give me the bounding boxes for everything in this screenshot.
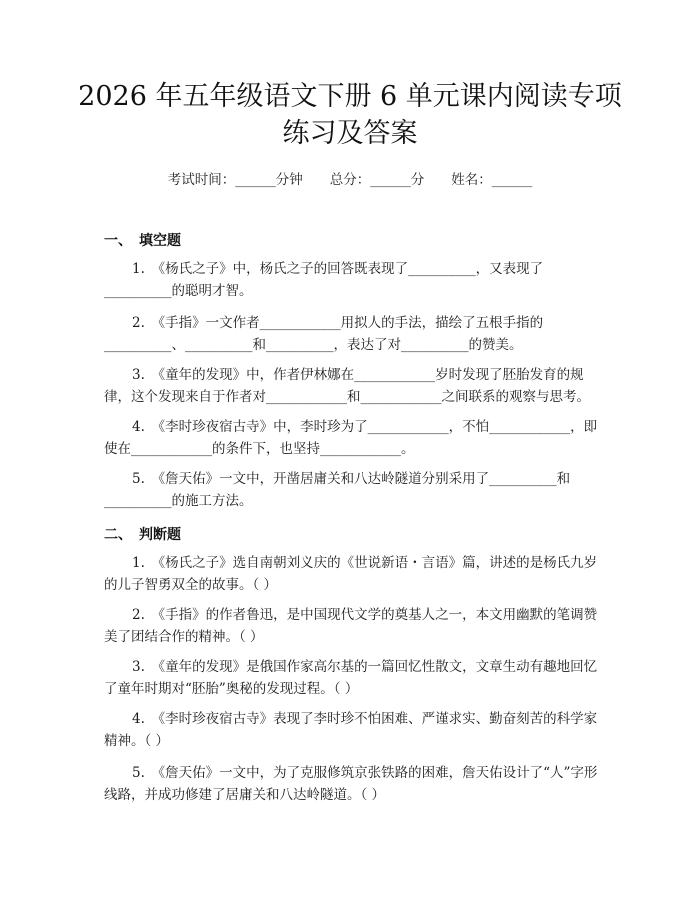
title-line-2: 练习及答案 (282, 118, 418, 149)
question-item: 1. 《杨氏之子》选自南朝刘义庆的《世说新语・言语》篇，讲述的是杨氏九岁的儿子智勇双全的故事。（ ） (104, 555, 598, 593)
question-item: 2. 《手指》的作者鲁迅，是中国现代文学的奠基人之一，本文用幽默的笔调赞美了团结合作的精神。（ ） (104, 607, 598, 645)
question-item: 4. 《李时珍夜宿古寺》中，李时珍为了____________，不怕____________，即使在____________的条件下，也坚持____________。 (104, 419, 598, 457)
question-item: 5. 《詹天佑》一文中，开凿居庸关和八达岭隧道分别采用了__________和__________的施工方法。 (104, 471, 571, 509)
section-heading-true-false: 二、 判断题 (104, 527, 181, 543)
question-item: 3. 《童年的发现》是俄国作家高尔基的一篇回忆性散文，文章生动有趣地回忆了童年时期对“胚胎”奥秘的发现过程。（ ） (104, 659, 598, 697)
question-item: 3. 《童年的发现》中，作者伊林娜在____________岁时发现了胚胎发育的规律，这个发现来自于作者对____________和____________之间联系的观察与思考。 (104, 367, 590, 405)
question-item: 1. 《杨氏之子》中，杨氏之子的回答既表现了__________，又表现了__________的聪明才智。 (104, 261, 544, 299)
question-item: 4. 《李时珍夜宿古寺》表现了李时珍不怕困难、严谨求实、勤奋刻苦的科学家精神。（ ） (104, 711, 598, 749)
question-item: 2. 《手指》一文作者____________用拟人的手法，描绘了五根手指的__________、__________和__________，表达了对__________的赞美。 (104, 315, 544, 353)
page-title (0, 78, 700, 152)
question-item: 5. 《詹天佑》一文中，为了克服修筑京张铁路的困难，詹天佑设计了“人”字形线路，并成功修建了居庸关和八达岭隧道。（ ） (104, 765, 598, 803)
title-line-1: 2026 年五年级语文下册 6 单元课内阅读专项 (78, 81, 622, 112)
section-heading-fill-in: 一、 填空题 (104, 233, 181, 249)
exam-info-line: 考试时间：______分钟 总分：______分 姓名：______ (167, 172, 533, 188)
